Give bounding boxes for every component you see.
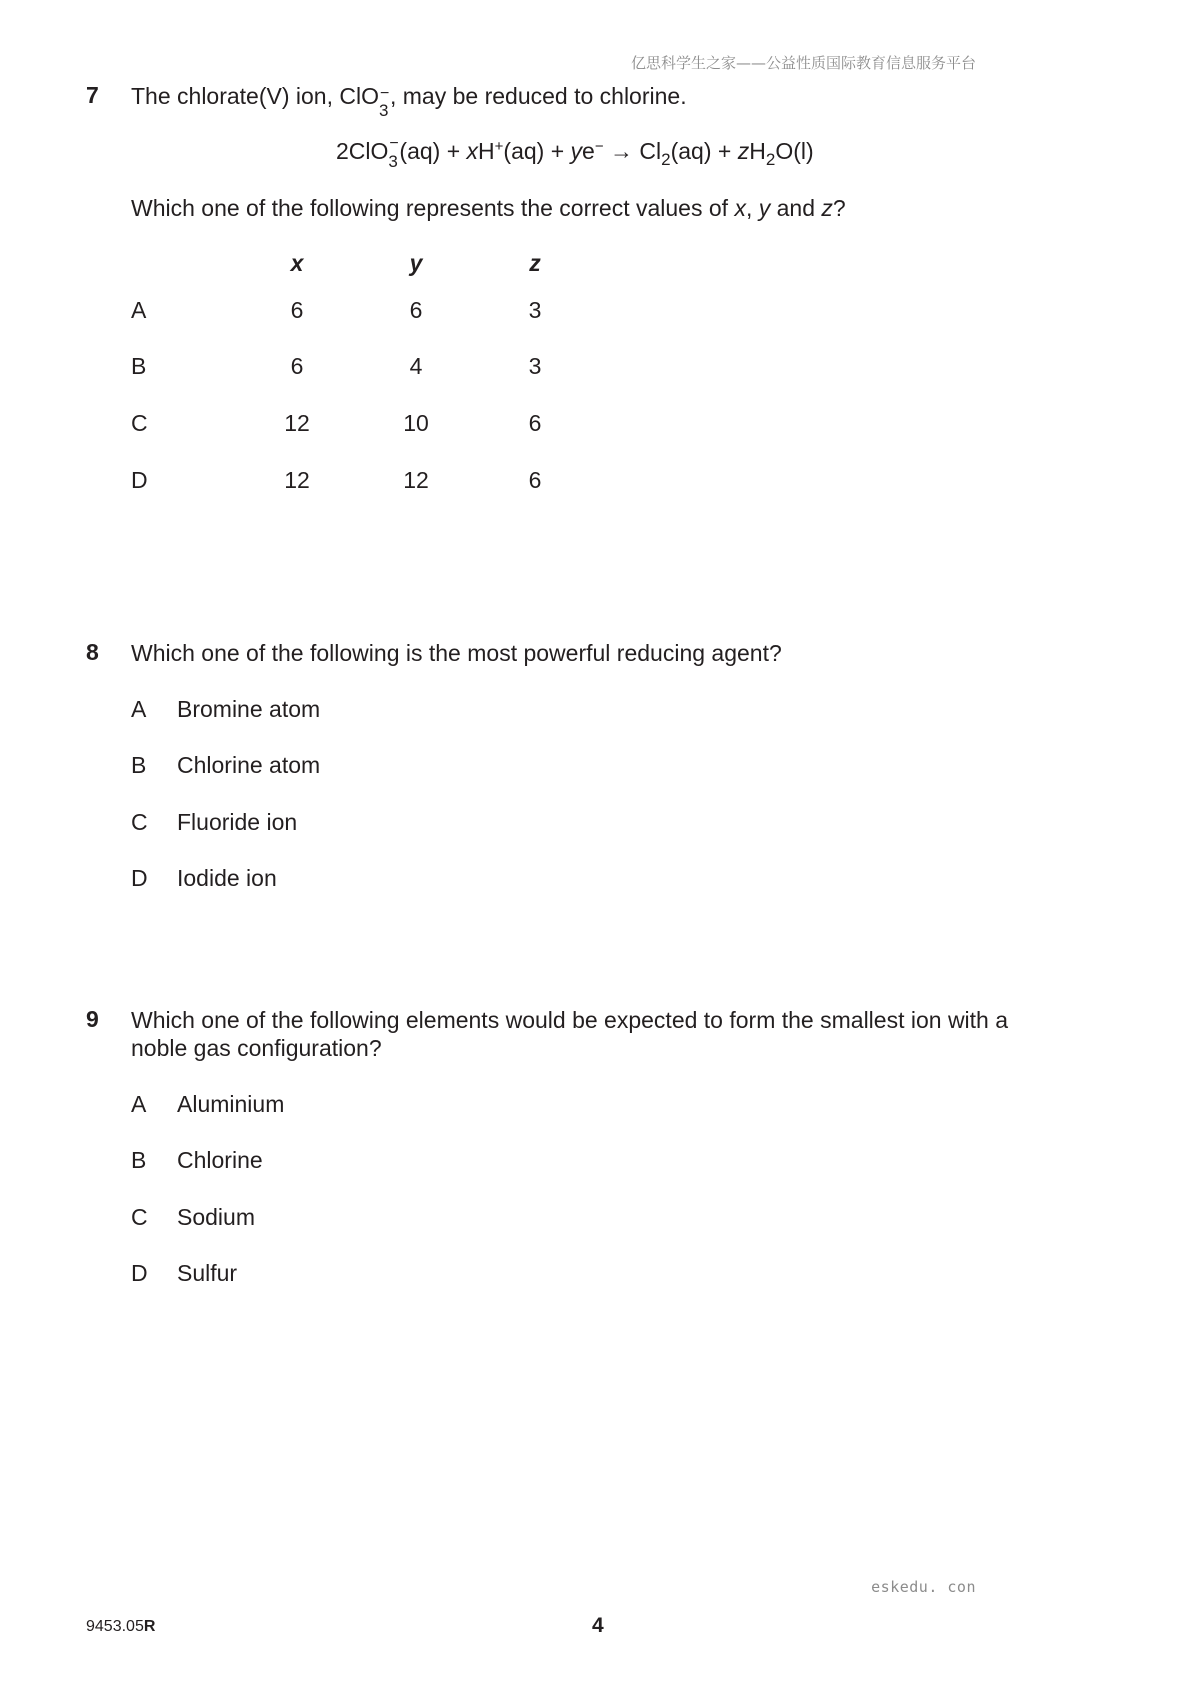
table-header-y: y <box>409 250 423 276</box>
table-cell: 6 <box>290 297 304 323</box>
question-7-number: 7 <box>86 82 99 108</box>
question-7-text <box>131 82 1061 120</box>
eq-part: (aq) + <box>399 138 467 164</box>
q7-prompt-x: x <box>734 195 746 221</box>
q7-text-before: The chlorate(V) ion, ClO <box>131 83 379 109</box>
table-row-letter-b: B <box>131 353 147 379</box>
option-text: Bromine atom <box>177 696 321 722</box>
question-9-text-line1: Which one of the following elements would be expected to form the smallest ion with a <box>131 1007 1009 1033</box>
option-text: Aluminium <box>177 1091 285 1117</box>
q7-prompt-sep: and <box>770 195 822 221</box>
option-text: Sodium <box>177 1204 255 1230</box>
paper-code-number: 9453.05 <box>86 1618 144 1635</box>
eq-part: 2ClO <box>336 138 389 164</box>
eq-part: O(l) <box>775 138 814 164</box>
eq-part: H <box>749 138 766 164</box>
table-row-letter-a: A <box>131 297 147 323</box>
watermark-header: 亿思科学生之家——公益性质国际教育信息服务平台 <box>630 54 976 72</box>
table-row-letter-d: D <box>131 467 148 493</box>
option-letter: A <box>131 696 147 722</box>
option-text: Sulfur <box>177 1260 238 1286</box>
option-letter: C <box>131 809 148 835</box>
table-cell: 10 <box>403 410 429 436</box>
chlorate-ion-stack <box>378 85 390 120</box>
q7-prompt-text: Which one of the following represents the correct values of <box>131 195 735 221</box>
q7-prompt-y: y <box>758 195 771 221</box>
eq-part: H <box>478 138 495 164</box>
eq-ion-stack <box>388 135 399 171</box>
table-cell: 12 <box>284 467 310 493</box>
eq-variable-x: x <box>466 138 479 164</box>
paper-code <box>86 1618 155 1636</box>
question-8-text: Which one of the following is the most powerful reducing agent? <box>131 640 782 666</box>
q7-prompt-z: z <box>821 195 833 221</box>
eq-subscript: 2 <box>765 150 776 169</box>
option-text: Iodide ion <box>177 865 277 891</box>
eq-subscript: 2 <box>661 150 671 169</box>
eq-part: Cl <box>639 138 662 164</box>
table-cell: 3 <box>528 297 542 323</box>
table-header-x: x <box>290 250 304 276</box>
ion-subscript: 3 <box>378 101 389 120</box>
table-cell: 4 <box>409 353 423 379</box>
table-cell: 6 <box>528 410 542 436</box>
eq-superscript: − <box>594 138 604 155</box>
option-text: Chlorine <box>177 1147 263 1173</box>
table-header-z: z <box>529 250 541 276</box>
table-cell: 12 <box>403 467 429 493</box>
question-9-number: 9 <box>86 1006 99 1032</box>
question-7-prompt <box>131 194 1061 222</box>
footer-watermark-url: eskedu. con <box>871 1578 976 1596</box>
q7-text-after: , may be reduced to chlorine. <box>389 83 687 109</box>
q7-prompt-sep: , <box>745 195 759 221</box>
option-letter: D <box>131 1260 148 1286</box>
option-text: Fluoride ion <box>177 809 298 835</box>
eq-part: (aq) + <box>670 138 738 164</box>
option-letter: B <box>131 752 147 778</box>
eq-subscript: 3 <box>388 152 398 171</box>
table-cell: 6 <box>528 467 542 493</box>
eq-arrow: → <box>603 138 640 164</box>
option-text: Chlorine atom <box>177 752 321 778</box>
option-letter: C <box>131 1204 148 1230</box>
eq-superscript: + <box>494 138 504 155</box>
option-letter: A <box>131 1091 147 1117</box>
question-9-text-line2: noble gas configuration? <box>131 1035 382 1061</box>
redox-equation <box>336 135 814 171</box>
page-number: 4 <box>592 1614 604 1637</box>
table-cell: 12 <box>284 410 310 436</box>
option-letter: B <box>131 1147 147 1173</box>
q7-prompt-end: ? <box>832 195 846 221</box>
table-cell: 6 <box>290 353 304 379</box>
eq-variable-z: z <box>737 138 750 164</box>
paper-code-suffix: R <box>143 1618 156 1635</box>
eq-part: e <box>582 138 595 164</box>
eq-variable-y: y <box>570 138 583 164</box>
ion-charge: − <box>379 85 390 102</box>
option-letter: D <box>131 865 148 891</box>
table-row-letter-c: C <box>131 410 148 436</box>
eq-part: (aq) + <box>503 138 571 164</box>
table-cell: 3 <box>528 353 542 379</box>
eq-charge: − <box>389 135 399 152</box>
table-cell: 6 <box>409 297 423 323</box>
question-8-number: 8 <box>86 639 99 665</box>
